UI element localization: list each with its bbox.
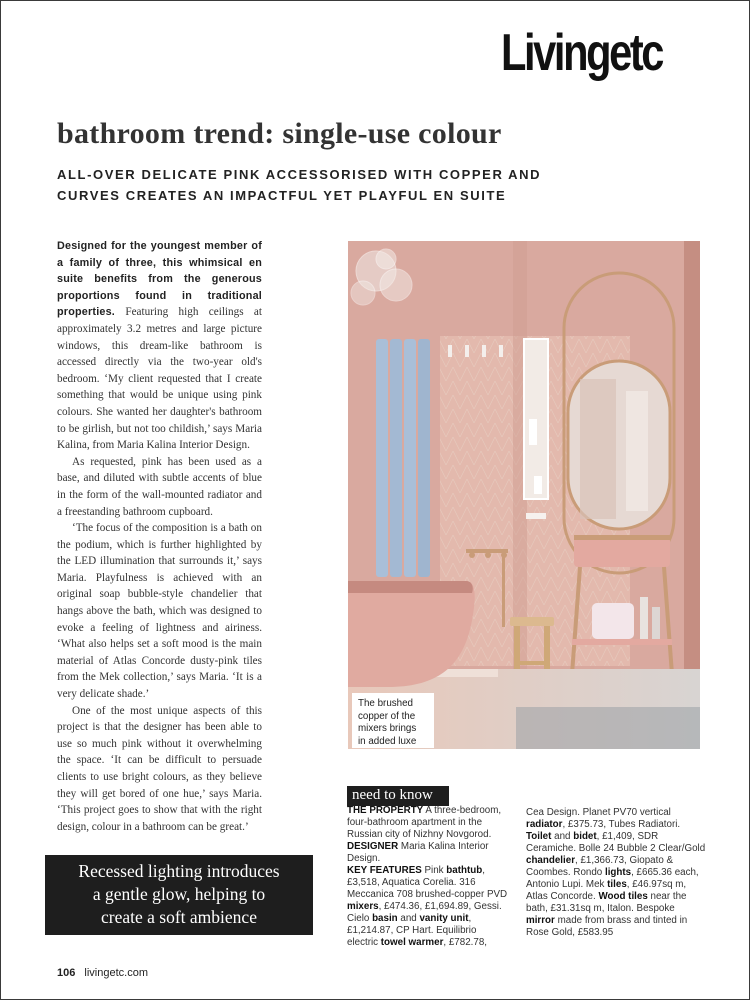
body-text-column xyxy=(57,238,262,835)
caption-line: The brushed xyxy=(358,698,414,709)
keyword-toilet: Toilet xyxy=(526,831,552,842)
caption-line: in added luxe xyxy=(358,735,417,747)
keyword-bidet: bidet xyxy=(573,831,597,842)
label-property: THE PROPERTY xyxy=(347,805,424,816)
body-paragraph: As requested, pink has been used as a base, and diluted with subtle accents of blue in the form of the wall-mounted radiator and a freestanding bathroom cupboard. xyxy=(57,455,262,518)
features-text: , £375.73, Tubes Radiatori. xyxy=(562,819,681,830)
features-text: , £474.36, £1,694.89, Gessi. Cielo xyxy=(347,901,502,924)
label-designer: DESIGNER xyxy=(347,841,399,852)
pull-quote-line: Recessed lighting introduces xyxy=(78,861,280,881)
caption-line: copper of the xyxy=(358,710,416,722)
livingetc-logo: Livingetc xyxy=(501,24,663,82)
keyword-mirror: mirror xyxy=(526,915,555,926)
body-paragraph: ‘The focus of the composition is a bath on the podium, which is further highlighted by the LED illumination that surrounds it,’ says Maria. Playfulness is achieved with an original soap bubble-style chandelier that hangs above the bath, which was designed to evoke a feeling of lightness and airiness. ‘What also helps set a soft mood is the main material of Atlas Concorde dusty-pink tiles from the Mek collection,’ says Maria. ‘It is a very delicate shade.’ xyxy=(57,522,262,701)
bathroom-photo xyxy=(348,241,700,749)
features-text: Pink xyxy=(424,865,444,876)
page-footer xyxy=(57,967,148,979)
article-title: bathroom trend: single-use colour xyxy=(57,117,502,150)
property-text: A three-bedroom, four-bathroom apartment in the Russian city of Nizhny Novgorod. xyxy=(347,805,502,840)
features-text: made from brass and tinted in Rose Gold, £583.95 xyxy=(526,915,688,938)
pull-quote-line: a gentle glow, helping to xyxy=(92,884,266,904)
body-text: Featuring high ceilings at approximately 3.2 metres and large picture windows, this dream-like bathroom is accessed directly via the two-year old's bedroom. ‘My client requested that I create something that would be unique using pink colours. She wanted her daughter's bathroom to be girlish, but not too childish,’ says Maria Kalina, from Maria Kalina Interior Design. xyxy=(57,306,262,452)
features-text: and xyxy=(554,831,571,842)
body-paragraph xyxy=(57,238,262,454)
features-text: , £665.36 each, Antonio Lupi. Mek xyxy=(526,867,699,890)
keyword-vanity-unit: vanity unit xyxy=(419,913,469,924)
keyword-wood-tiles: Wood tiles xyxy=(598,891,648,902)
photo-caption xyxy=(352,693,434,748)
keyword-basin: basin xyxy=(372,913,398,924)
features-text: , £1,366.73, Giopato & Coombes. Rondo xyxy=(526,855,674,878)
features-text: and xyxy=(400,913,417,924)
label-key-features: KEY FEATURES xyxy=(347,865,422,876)
standfirst-line: CURVES CREATES AN IMPACTFUL YET PLAYFUL EN SUITE xyxy=(57,188,507,203)
lead-text: Designed for the youngest member of a family of three, this whimsical en suite benefits from the generous proportions found in traditional properties. xyxy=(57,240,262,319)
standfirst-line: ALL-OVER DELICATE PINK ACCESSORISED WITH COPPER AND xyxy=(57,167,542,182)
need-to-know-column-left xyxy=(347,805,509,949)
keyword-radiator: radiator xyxy=(526,819,563,830)
page-number: 106 xyxy=(57,967,76,979)
bathroom-illustration xyxy=(348,241,700,749)
features-text: near the bath, £31.31sq m, Italon. Bespoke xyxy=(526,891,687,914)
keyword-chandelier: chandelier xyxy=(526,855,576,866)
features-text: Cea Design. Planet PV70 vertical xyxy=(526,807,671,818)
keyword-bathtub: bathtub xyxy=(446,865,483,876)
body-paragraph: One of the most unique aspects of this project is that the designer has been able to use so much pink without it overwhelming the space. ‘It can be difficult to persuade clients to use bright colours, as they believe they will get bored of one hue,’ says Maria. ‘This project goes to show that with the right design, colour in a bathroom can be great.’ xyxy=(57,704,262,833)
features-text: , £782.78, xyxy=(443,937,487,948)
caption-line: mixers brings xyxy=(358,723,417,734)
pull-quote-line: create a soft ambience xyxy=(101,907,257,927)
need-to-know-heading: need to know xyxy=(347,786,449,806)
site-url[interactable]: livingetc.com xyxy=(84,967,148,979)
need-to-know-column-right xyxy=(526,807,706,939)
pull-quote xyxy=(45,855,313,935)
features-text: , £46.97sq m, Atlas Concorde. xyxy=(526,879,687,902)
right-wall xyxy=(684,241,700,681)
keyword-tiles: tiles xyxy=(607,879,627,890)
wall-shelf-niche xyxy=(524,339,548,519)
keyword-towel-warmer: towel warmer xyxy=(380,937,444,948)
designer-text: Maria Kalina Interior Design. xyxy=(347,841,489,864)
standfirst xyxy=(57,164,617,206)
features-text: , £1,214.87, CP Hart. Equilibrio electric xyxy=(347,913,477,948)
keyword-mixers: mixers xyxy=(347,901,379,912)
features-text: , £3,518, Aquatica Corelia. 316 Meccanica 708 brushed-copper PVD xyxy=(347,865,508,900)
features-text: , £1,409, SDR Ceramiche. Bolle 24 Bubble 2 Clear/Gold xyxy=(526,831,706,854)
keyword-lights: lights xyxy=(604,867,632,878)
